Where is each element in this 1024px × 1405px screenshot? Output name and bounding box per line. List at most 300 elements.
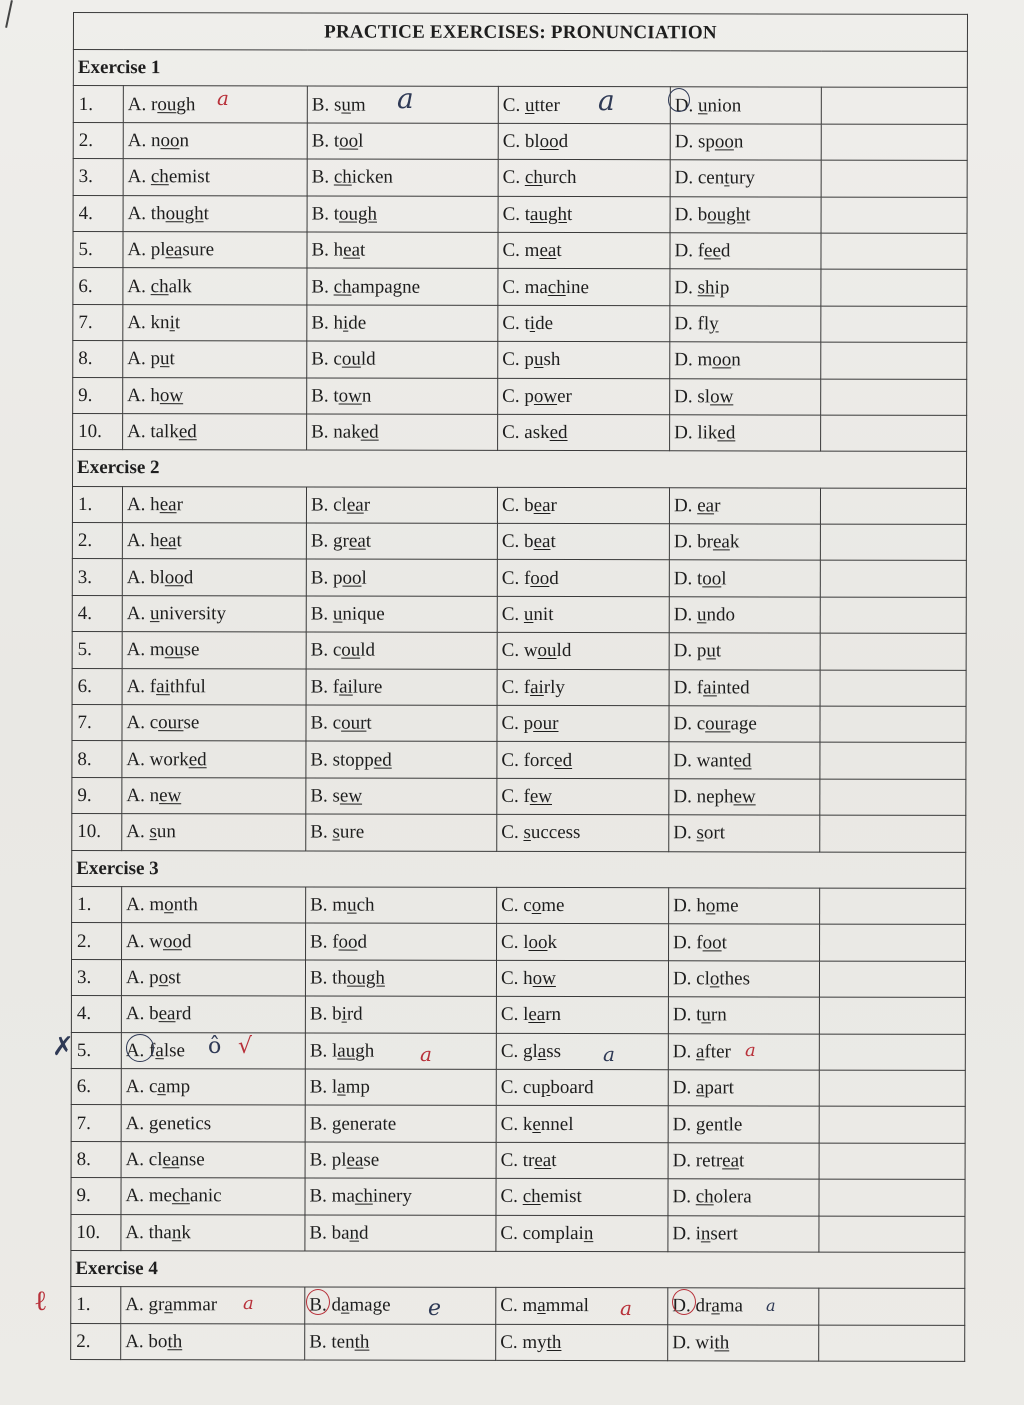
answer-blank[interactable] [820, 888, 966, 925]
option-text-before: C. [501, 603, 524, 625]
answer-option-d[interactable] [668, 1142, 819, 1179]
answer-blank[interactable] [819, 1070, 965, 1107]
answer-option-a[interactable] [121, 1287, 305, 1324]
underlined-sound: ea [348, 530, 366, 552]
option-text-after: ure [339, 821, 365, 844]
answer-blank[interactable] [819, 1143, 965, 1180]
underlined-sound: ea [343, 239, 361, 261]
answer-option-c[interactable] [497, 523, 669, 560]
option-text-before: C. t [502, 312, 530, 334]
answer-option-a[interactable] [122, 668, 306, 705]
option-text-before: D. h [673, 895, 706, 917]
option-text-before: B. ten [309, 1331, 355, 1353]
answer-option-b[interactable] [306, 705, 497, 742]
underlined-sound: our [533, 713, 559, 735]
answer-option-c[interactable] [496, 1069, 668, 1106]
answer-option-d[interactable] [668, 1070, 819, 1107]
underlined-sound: ough [165, 202, 204, 225]
answer-blank[interactable] [820, 524, 966, 561]
underlined-sound: ou [164, 639, 184, 661]
option-text-after: mmar [172, 1294, 218, 1316]
option-text-after: n [733, 131, 744, 153]
answer-option-b[interactable] [305, 1178, 496, 1215]
answer-option-c[interactable] [496, 960, 668, 997]
answer-option-b[interactable] [306, 814, 497, 851]
underlined-sound: i [169, 312, 175, 334]
option-text-before: C. ask [502, 421, 550, 444]
answer-option-c[interactable] [496, 1178, 668, 1215]
answer-option-c[interactable] [498, 414, 670, 451]
option-text-before: D. cen [674, 167, 725, 189]
answer-option-b[interactable] [306, 596, 497, 633]
answer-blank[interactable] [821, 415, 967, 452]
answer-blank[interactable] [821, 87, 967, 124]
option-text-after: r [176, 494, 183, 516]
answer-option-b[interactable] [305, 1069, 496, 1106]
answer-option-a[interactable] [122, 632, 306, 669]
answer-option-b[interactable] [306, 669, 497, 706]
underlined-sound: a [164, 1294, 173, 1316]
option-text-after: t [715, 640, 722, 662]
option-text-after: m [350, 94, 366, 116]
exercise-heading: Exercise 4 [71, 1250, 965, 1288]
answer-option-c[interactable] [498, 196, 670, 233]
answer-option-c[interactable] [498, 123, 670, 160]
option-text-after: nique [342, 603, 385, 625]
margin-tick-1: ✗ [52, 1032, 74, 1062]
answer-option-d[interactable] [670, 342, 821, 379]
answer-option-a[interactable] [121, 1214, 305, 1251]
answer-blank[interactable] [821, 160, 967, 197]
option-text-after: age [730, 713, 757, 735]
answer-option-d[interactable] [669, 669, 820, 706]
answer-option-c[interactable] [497, 924, 669, 961]
answer-option-a[interactable] [121, 996, 305, 1033]
option-text-after: nion [707, 94, 742, 116]
answer-option-d[interactable] [669, 633, 820, 670]
answer-option-b[interactable] [307, 196, 498, 233]
answer-blank[interactable] [820, 633, 966, 670]
answer-option-b[interactable] [306, 887, 497, 924]
answer-blank[interactable] [820, 779, 966, 816]
question-number: 1. [73, 86, 123, 122]
option-text-after: t [203, 203, 209, 225]
answer-option-b[interactable] [306, 487, 497, 524]
option-text-after: ury [729, 167, 755, 189]
answer-option-d[interactable] [670, 87, 821, 124]
option-text-after: sert [710, 1223, 738, 1245]
answer-option-b[interactable] [307, 86, 498, 123]
underlined-sound: u [701, 1004, 711, 1026]
answer-option-d[interactable] [668, 1288, 819, 1325]
answer-blank[interactable] [820, 561, 966, 598]
option-text-after: mage [349, 1295, 391, 1317]
answer-blank[interactable] [820, 670, 966, 707]
option-text-before: A. c [126, 712, 159, 734]
question-number: 7. [72, 705, 122, 741]
answer-option-a[interactable] [121, 1105, 305, 1142]
option-text-after: ort [703, 822, 726, 844]
answer-option-a[interactable] [122, 705, 306, 742]
underlined-sound: ea [165, 239, 183, 261]
option-text-after: mmal [545, 1295, 589, 1317]
answer-option-b[interactable] [306, 632, 497, 669]
option-text-before: B. cl [310, 494, 347, 516]
answer-option-d[interactable] [670, 160, 821, 197]
underlined-sound: g [695, 1113, 706, 1135]
answer-option-a[interactable] [121, 1141, 305, 1178]
option-text-after: r [550, 494, 557, 516]
underlined-sound: oo [530, 567, 550, 589]
exercise-heading: Exercise 1 [73, 50, 967, 88]
answer-blank[interactable] [821, 197, 967, 234]
answer-option-b[interactable] [305, 996, 496, 1033]
underlined-sound: oo [714, 131, 734, 153]
option-text-before: A. p [127, 348, 161, 370]
answer-blank[interactable] [819, 1216, 965, 1253]
answer-option-b[interactable] [305, 960, 496, 997]
option-text-before: A. c [125, 1076, 158, 1098]
annotation-2: a [397, 82, 414, 115]
answer-option-a[interactable] [123, 232, 307, 269]
option-text-before: A. pl [127, 239, 166, 261]
answer-option-d[interactable] [670, 124, 821, 161]
option-text-after: n [731, 349, 741, 371]
option-text-before: A. [126, 603, 150, 625]
answer-blank[interactable] [820, 706, 966, 743]
answer-option-d[interactable] [670, 233, 821, 270]
answer-option-b[interactable] [307, 268, 498, 305]
answer-option-a[interactable] [123, 122, 307, 159]
answer-option-b[interactable] [305, 1287, 496, 1324]
page-title: PRACTICE EXERCISES: PRONUNCIATION [73, 13, 967, 52]
option-text-after: r [714, 495, 721, 517]
answer-option-b[interactable] [306, 559, 497, 596]
option-text-before: A. h [126, 493, 160, 516]
answer-option-d[interactable] [668, 1215, 819, 1252]
answer-option-c[interactable] [496, 1324, 668, 1361]
underlined-sound: augh [530, 203, 567, 225]
option-text-after: t [739, 1150, 745, 1172]
answer-option-a[interactable] [122, 923, 306, 960]
question-number: 8. [71, 1141, 121, 1177]
underlined-sound: ch [333, 276, 352, 298]
option-text-before: C. f [501, 785, 530, 807]
option-text-before: C. bl [502, 130, 540, 152]
answer-blank[interactable] [819, 961, 965, 998]
answer-option-a[interactable] [121, 1069, 305, 1106]
option-text-before: C. p [501, 713, 534, 735]
option-text-after: d [357, 931, 368, 953]
table-body [71, 13, 968, 1362]
option-text-after: l [721, 568, 727, 590]
underlined-sound: a [696, 1041, 705, 1063]
option-text-after: alk [168, 275, 192, 297]
answer-option-c[interactable] [497, 633, 669, 670]
underlined-sound: oo [712, 349, 732, 371]
underlined-sound: ow [710, 386, 734, 408]
underlined-sound: u [332, 603, 343, 625]
option-text-after: se [183, 712, 200, 734]
underlined-sound: o [531, 895, 542, 917]
answer-blank[interactable] [819, 1034, 965, 1071]
option-text-before: C. c [501, 895, 532, 917]
exercise-header-row [73, 450, 967, 488]
answer-option-b[interactable] [306, 523, 497, 560]
answer-option-c[interactable] [497, 560, 669, 597]
answer-option-b[interactable] [307, 414, 498, 451]
option-text-before: D. sl [674, 385, 711, 408]
answer-option-d[interactable] [669, 815, 820, 852]
exercise-header-row [73, 50, 967, 88]
margin-tick-2: ℓ [34, 1284, 48, 1317]
answer-option-b[interactable] [306, 923, 497, 960]
answer-option-d[interactable] [668, 1179, 819, 1216]
answer-option-a[interactable] [123, 195, 307, 232]
answer-option-d[interactable] [670, 378, 821, 415]
option-text-before: B. nak [311, 421, 361, 443]
answer-option-b[interactable] [307, 378, 498, 415]
answer-option-c[interactable] [496, 1142, 668, 1179]
annotation-3: a [598, 84, 615, 117]
answer-blank[interactable] [820, 742, 966, 779]
underlined-sound: n [171, 1221, 182, 1243]
underlined-sound: a [155, 1039, 164, 1061]
option-text-after: ld [360, 640, 376, 662]
answer-blank[interactable] [821, 342, 967, 379]
answer-option-a[interactable] [122, 777, 306, 814]
answer-option-a[interactable] [122, 523, 306, 560]
option-text-after: rn [710, 1004, 727, 1026]
answer-blank[interactable] [819, 1288, 965, 1325]
answer-option-b[interactable] [305, 1142, 496, 1179]
answer-option-a[interactable] [123, 159, 307, 196]
answer-option-c[interactable] [498, 87, 670, 124]
underlined-sound: a [340, 1295, 350, 1317]
question-row [71, 1105, 965, 1143]
answer-option-b[interactable] [305, 1214, 496, 1251]
option-text-after: niversity [159, 603, 226, 625]
answer-option-d[interactable] [668, 1033, 819, 1070]
answer-option-a[interactable] [123, 377, 307, 414]
answer-option-a[interactable] [122, 486, 306, 523]
answer-option-d[interactable] [669, 706, 820, 743]
option-text-before: B. gr [310, 530, 349, 552]
question-row [73, 231, 967, 269]
underlined-sound: ew [529, 785, 553, 808]
answer-option-d[interactable] [668, 1106, 819, 1143]
answer-option-c[interactable] [497, 742, 669, 779]
answer-option-b[interactable] [307, 305, 498, 342]
option-text-after: urch [542, 167, 577, 189]
answer-option-c[interactable] [498, 269, 670, 306]
answer-option-d[interactable] [668, 1324, 819, 1361]
answer-blank[interactable] [821, 306, 967, 343]
answer-blank[interactable] [820, 597, 966, 634]
answer-option-c[interactable] [496, 1106, 668, 1143]
answer-option-c[interactable] [498, 378, 670, 415]
option-text-before: B. h [311, 239, 344, 261]
answer-option-d[interactable] [669, 888, 820, 925]
answer-option-d[interactable] [669, 524, 820, 561]
answer-option-c[interactable] [496, 1288, 668, 1325]
answer-option-c[interactable] [497, 815, 669, 852]
answer-option-c[interactable] [497, 669, 669, 706]
answer-option-b[interactable] [307, 341, 498, 378]
answer-option-c[interactable] [498, 160, 670, 197]
underlined-sound: ow [338, 385, 362, 407]
answer-option-a[interactable] [121, 959, 305, 996]
option-text-before: B. stopp [310, 749, 374, 771]
option-text-after: rn [545, 1004, 562, 1026]
answer-option-a[interactable] [121, 1032, 305, 1069]
answer-option-b[interactable] [305, 1105, 496, 1142]
answer-option-c[interactable] [498, 232, 670, 269]
answer-option-a[interactable] [123, 414, 307, 451]
answer-option-d[interactable] [668, 997, 819, 1034]
annotation-1: a [217, 86, 229, 110]
answer-blank[interactable] [819, 997, 965, 1034]
answer-blank[interactable] [820, 815, 966, 852]
answer-option-a[interactable] [121, 1323, 305, 1360]
answer-option-d[interactable] [669, 779, 820, 816]
option-text-before: C. ma [502, 276, 548, 298]
option-text-after: rd [175, 1003, 192, 1025]
option-text-before: C. m [500, 1295, 538, 1317]
option-text-before: B. h [311, 312, 344, 334]
underlined-sound: ea [539, 240, 557, 262]
answer-option-a[interactable] [123, 341, 307, 378]
option-text-before: D. [673, 604, 697, 626]
question-row [71, 1068, 965, 1106]
question-number: 4. [71, 996, 121, 1032]
answer-option-c[interactable] [497, 887, 669, 924]
option-text-before: B. p [310, 567, 343, 589]
underlined-sound: ch [171, 1185, 190, 1207]
answer-option-b[interactable] [306, 741, 497, 778]
option-text-before: D. m [674, 349, 713, 371]
answer-option-c[interactable] [497, 596, 669, 633]
option-text-after: anic [189, 1185, 222, 1207]
option-text-after: k [181, 1221, 191, 1243]
answer-blank[interactable] [820, 488, 966, 525]
option-text-before: D. retr [672, 1150, 723, 1172]
question-number: 5. [73, 231, 123, 267]
answer-blank[interactable] [819, 1106, 965, 1143]
underlined-sound: ch [333, 166, 352, 188]
annotation-8: a [745, 1040, 756, 1061]
question-row [71, 996, 965, 1034]
answer-option-a[interactable] [122, 887, 306, 924]
answer-option-c[interactable] [496, 1033, 668, 1070]
question-row [72, 632, 966, 670]
answer-option-b[interactable] [305, 1324, 496, 1361]
underlined-sound: ea [162, 1149, 180, 1171]
answer-option-d[interactable] [669, 597, 820, 634]
answer-option-d[interactable] [670, 269, 821, 306]
answer-blank[interactable] [820, 924, 966, 961]
answer-blank[interactable] [821, 269, 967, 306]
answer-option-a[interactable] [122, 595, 306, 632]
answer-option-b[interactable] [307, 159, 498, 196]
answer-option-a[interactable] [122, 559, 306, 596]
option-text-before: B. [310, 603, 333, 625]
answer-option-c[interactable] [496, 997, 668, 1034]
option-text-after: thful [169, 676, 206, 698]
answer-blank[interactable] [821, 124, 967, 161]
answer-option-c[interactable] [496, 1215, 668, 1252]
answer-option-d[interactable] [669, 560, 820, 597]
answer-blank[interactable] [819, 1325, 965, 1362]
answer-option-a[interactable] [122, 814, 306, 851]
answer-option-a[interactable] [123, 268, 307, 305]
answer-option-d[interactable] [670, 196, 821, 233]
answer-option-d[interactable] [670, 415, 821, 452]
question-row [72, 486, 966, 524]
option-text-before: A. [125, 1112, 149, 1134]
option-text-before: B. l [309, 1040, 338, 1062]
answer-option-b[interactable] [307, 123, 498, 160]
option-text-before: A. th [127, 202, 166, 224]
answer-option-b[interactable] [305, 1033, 496, 1070]
answer-blank[interactable] [819, 1179, 965, 1216]
answer-option-b[interactable] [307, 232, 498, 269]
underlined-sound: ed [717, 422, 736, 444]
annotation-7: a [603, 1042, 615, 1066]
option-text-after: d [549, 567, 559, 589]
option-text-after: l [361, 567, 367, 589]
answer-option-d[interactable] [670, 305, 821, 342]
question-number: 3. [73, 159, 123, 195]
answer-option-a[interactable] [121, 1178, 305, 1215]
answer-option-c[interactable] [497, 778, 669, 815]
underlined-sound: ed [554, 749, 573, 771]
answer-option-c[interactable] [498, 342, 670, 379]
underlined-sound: ai [530, 676, 544, 698]
answer-option-b[interactable] [306, 778, 497, 815]
option-text-after: ma [719, 1295, 744, 1317]
option-text-after: t [169, 348, 175, 370]
option-text-before: D. [672, 1186, 696, 1208]
option-text-before: B. t [311, 385, 339, 407]
underlined-sound: oo [528, 931, 548, 953]
annotation-10: e [428, 1296, 442, 1321]
answer-option-a[interactable] [123, 86, 307, 123]
option-text-before: D. br [673, 531, 713, 553]
answer-option-d[interactable] [669, 924, 820, 961]
option-text-after: gh [176, 93, 196, 115]
answer-option-a[interactable] [122, 741, 306, 778]
option-text-before: C. [500, 1186, 523, 1208]
answer-option-a[interactable] [123, 304, 307, 341]
answer-option-c[interactable] [497, 487, 669, 524]
question-row [72, 777, 966, 815]
option-text-before: A. bo [125, 1330, 168, 1353]
question-row [73, 159, 967, 197]
answer-option-d[interactable] [669, 487, 820, 524]
option-text-before: C. k [500, 1113, 533, 1135]
underlined-sound: oo [539, 130, 559, 152]
question-row [72, 886, 966, 924]
answer-option-c[interactable] [497, 705, 669, 742]
underlined-sound: ch [150, 275, 169, 297]
answer-option-d[interactable] [668, 961, 819, 998]
answer-blank[interactable] [821, 379, 967, 416]
answer-option-c[interactable] [498, 305, 670, 342]
answer-option-d[interactable] [669, 742, 820, 779]
answer-blank[interactable] [821, 233, 967, 270]
option-text-before: A. work [126, 748, 189, 770]
